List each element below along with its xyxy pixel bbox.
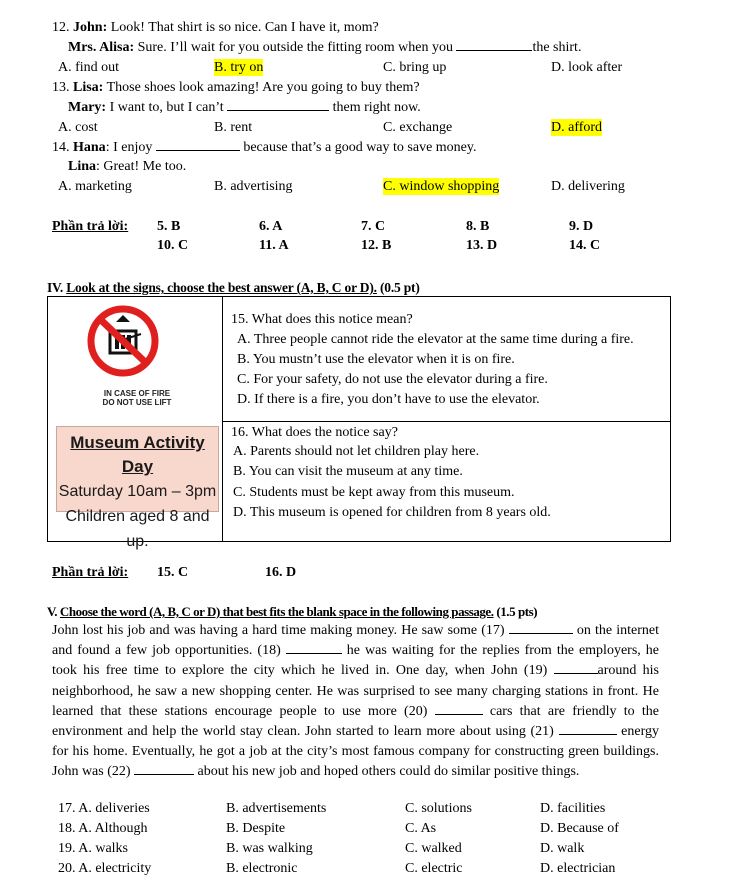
museum-sign-age: Children aged 8 and up.	[65, 508, 210, 550]
answer-item: 15. C	[157, 565, 189, 580]
q14-option-b: B. advertising	[214, 179, 293, 194]
museum-sign	[56, 426, 219, 550]
choice-17-b: B. advertisements	[226, 801, 327, 816]
q16-option-b: B. You can visit the museum at any time.	[233, 464, 463, 479]
choice-20-b: B. electronic	[226, 861, 298, 876]
q14-option-c: C. window shopping	[383, 179, 500, 194]
no-lift-sign-icon	[86, 304, 160, 378]
blank-20	[435, 703, 483, 715]
blank-19	[554, 662, 598, 674]
q12-line1: 12. John: Look! That shirt is so nice. Can I have it, mom?	[52, 20, 379, 35]
choice-17-c: C. solutions	[405, 801, 472, 816]
q16-option-c: C. Students must be kept away from this museum.	[233, 485, 515, 500]
q15-option-b: B. You mustn’t use the elevator when it is on fire.	[237, 352, 515, 367]
section-5-heading: V. Choose the word (A, B, C or D) that best fits the blank space in the following passage. (1.5 pts)	[47, 604, 538, 619]
answer-item: 13. D	[466, 238, 498, 253]
q13-option-c: C. exchange	[383, 120, 453, 135]
section-4-heading: IV. Look at the signs, choose the best answer (A, B, C or D). (0.5 pt)	[47, 280, 420, 295]
q13-line1: 13. Lisa: Those shoes look amazing! Are you going to buy them?	[52, 80, 420, 95]
answers-label: Phần trả lời:	[52, 565, 129, 580]
table-row-divider	[222, 421, 671, 422]
blank-18	[286, 642, 342, 654]
choice-19-c: C. walked	[405, 841, 462, 856]
q12-option-d: D. look after	[551, 60, 623, 75]
q15-option-c: C. For your safety, do not use the elevator during a fire.	[237, 372, 548, 387]
museum-sign-time: Saturday 10am – 3pm	[58, 483, 217, 500]
choice-18-c: C. As	[405, 821, 437, 836]
q12-option-b: B. try on	[214, 60, 264, 75]
blank-21	[559, 723, 617, 735]
answer-item: 7. C	[361, 219, 386, 234]
q16-option-a: A. Parents should not let children play here.	[233, 444, 480, 459]
q15-option-d: D. If there is a fire, you don’t have to use the elevator.	[237, 392, 540, 407]
answer-item: 10. C	[157, 238, 189, 253]
choice-19-a: 19. A. walks	[58, 841, 128, 856]
q12-line2: Mrs. Alisa: Sure. I’ll wait for you outside the fitting room when you the shirt.	[68, 40, 582, 55]
q14-line2: Lina: Great! Me too.	[68, 159, 187, 174]
q14-line1: 14. Hana: I enjoy because that’s a good way to save money.	[52, 140, 477, 155]
answer-item: 6. A	[259, 219, 283, 234]
choice-17-a: 17. A. deliveries	[58, 801, 150, 816]
q15-option-a: A. Three people cannot ride the elevator at the same time during a fire.	[237, 332, 634, 347]
blank	[227, 99, 329, 111]
q14-option-d: D. delivering	[551, 179, 625, 194]
choice-20-a: 20. A. electricity	[58, 861, 152, 876]
choice-18-a: 18. A. Although	[58, 821, 148, 836]
blank-17	[509, 622, 573, 634]
q15-question: 15. What does this notice mean?	[231, 312, 413, 327]
choice-17-d: D. facilities	[540, 801, 606, 816]
table-divider	[222, 296, 223, 542]
q14-option-a: A. marketing	[58, 179, 132, 194]
choice-18-d: D. Because of	[540, 821, 619, 836]
answer-item: 12. B	[361, 238, 392, 253]
choice-19-b: B. was walking	[226, 841, 313, 856]
museum-sign-title: Museum Activity Day	[70, 433, 205, 476]
sign-1-caption: IN CASE OF FIRE DO NOT USE LIFT	[102, 389, 172, 407]
blank-22	[134, 763, 194, 775]
answer-item: 5. B	[157, 219, 181, 234]
q12-option-c: C. bring up	[383, 60, 447, 75]
q12-option-a: A. find out	[58, 60, 120, 75]
answer-item: 14. C	[569, 238, 601, 253]
answer-item: 16. D	[265, 565, 297, 580]
q13-option-b: B. rent	[214, 120, 253, 135]
q16-option-d: D. This museum is opened for children from 8 years old.	[233, 505, 551, 520]
choice-18-b: B. Despite	[226, 821, 286, 836]
q16-question: 16. What does the notice say?	[231, 425, 398, 440]
answer-item: 8. B	[466, 219, 490, 234]
q13-option-d: D. afford	[551, 120, 603, 135]
answer-item: 9. D	[569, 219, 594, 234]
blank	[456, 39, 532, 51]
q13-line2: Mary: I want to, but I can’t them right now.	[68, 100, 421, 115]
q13-option-a: A. cost	[58, 120, 98, 135]
choice-19-d: D. walk	[540, 841, 585, 856]
answer-item: 11. A	[259, 238, 289, 253]
answers-label: Phần trả lời:	[52, 219, 129, 234]
choice-20-d: D. electrician	[540, 861, 616, 876]
choice-20-c: C. electric	[405, 861, 463, 876]
blank	[156, 139, 240, 151]
passage: John lost his job and was having a hard time making money. He saw some (17) on the internet and found a few job opportunities. (18) he was waiting for the replies from the employers, he took his free time to explore the city which he lived in. One day, when John (19) around his neighborhood, he saw a new shopping center. He was surprised to see many charging stations in front. He learned that these stations encourage people to use more (20) cars that are friendly to the environment and help the world stay clean. John started to learn more about using (21) energy for his home. Eventually, he got a job at the city’s most famous company for constructing green buildings. John was (22) about his new job and hoped others could do similar positive things.	[52, 623, 659, 780]
